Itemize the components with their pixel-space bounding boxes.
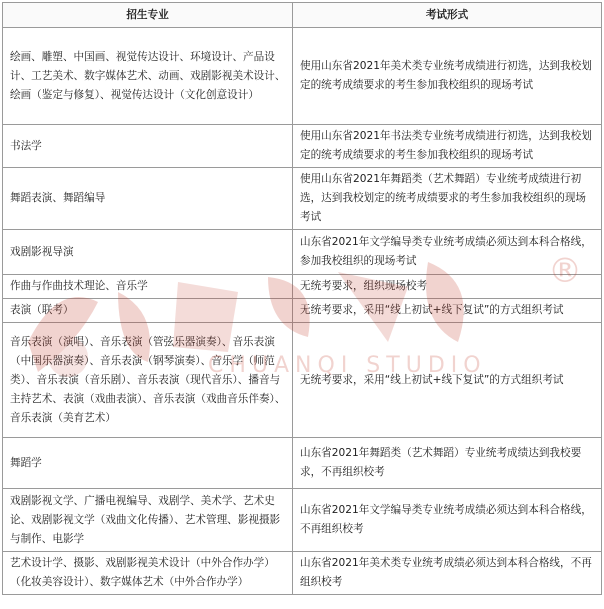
exam-cell: 使用山东省2021年舞蹈类（艺术舞蹈）专业统考成绩进行初选，达到我校划定的统考成绩要求的考生参加我校组织的现场考试 bbox=[293, 168, 602, 230]
exam-cell: 山东省2021年舞蹈类（艺术舞蹈）专业统考成绩达到我校要求，不再组织校考 bbox=[293, 438, 602, 489]
table-row bbox=[3, 230, 602, 275]
major-cell: 书法学 bbox=[3, 125, 293, 168]
table-row bbox=[3, 489, 602, 552]
exam-cell: 山东省2021年美术类专业统考成绩必须达到本科合格线，不再组织校考 bbox=[293, 552, 602, 595]
table-header-row bbox=[3, 3, 602, 28]
watermark-latin-text: CHUANQI STUDIO bbox=[208, 353, 487, 378]
exam-cell: 山东省2021年文学编导类专业统考成绩必须达到本科合格线，参加我校组织的现场考试 bbox=[293, 230, 602, 275]
table-row bbox=[3, 299, 602, 323]
major-cell: 戏剧影视导演 bbox=[3, 230, 293, 275]
major-cell: 音乐表演（演唱）、音乐表演（管弦乐器演奏）、音乐表演（中国乐器演奏）、音乐表演（钢琴演奏）、音乐学（师范类）、音乐表演（音乐剧）、音乐表演（现代音乐）、播音与主持艺术、表演（戏曲表演）、音乐表演（戏曲音乐伴奏）、音乐表演（美育艺术） bbox=[3, 323, 293, 438]
table-row bbox=[3, 438, 602, 489]
major-cell: 艺术设计学、摄影、戏剧影视美术设计（中外合作办学）（化妆美容设计）、数字媒体艺术（中外合作办学） bbox=[3, 552, 293, 595]
major-cell: 绘画、雕塑、中国画、视觉传达设计、环境设计、产品设计、工艺美术、数字媒体艺术、动画、戏剧影视美术设计、绘画（鉴定与修复）、视觉传达设计（文化创意设计） bbox=[3, 28, 293, 125]
exam-cell: 无统考要求，采用“线上初试+线下复试”的方式组织考试 bbox=[293, 299, 602, 323]
major-cell: 作曲与作曲技术理论、音乐学 bbox=[3, 275, 293, 299]
exam-cell: 无统考要求，组织现场校考 bbox=[293, 275, 602, 299]
exam-cell: 无统考要求，采用“线上初试+线下复试”的方式组织考试 bbox=[293, 323, 602, 438]
exam-cell: 山东省2021年文学编导类专业统考成绩必须达到本科合格线，不再组织校考 bbox=[293, 489, 602, 552]
table-row bbox=[3, 552, 602, 595]
exam-cell: 使用山东省2021年书法类专业统考成绩进行初选，达到我校划定的统考成绩要求的考生参加我校组织的现场考试 bbox=[293, 125, 602, 168]
major-cell: 戏剧影视文学、广播电视编导、戏剧学、美术学、艺术史论、戏剧影视文学（戏曲文化传播）、艺术管理、影视摄影与制作、电影学 bbox=[3, 489, 293, 552]
header-major: 招生专业 bbox=[3, 3, 293, 28]
exam-cell: 使用山东省2021年美术类专业统考成绩进行初选，达到我校划定的统考成绩要求的考生参加我校组织的现场考试 bbox=[293, 28, 602, 125]
major-cell: 舞蹈学 bbox=[3, 438, 293, 489]
table-row bbox=[3, 323, 602, 438]
major-cell: 舞蹈表演、舞蹈编导 bbox=[3, 168, 293, 230]
header-exam-format: 考试形式 bbox=[293, 3, 602, 28]
table-row bbox=[3, 125, 602, 168]
table-row bbox=[3, 275, 602, 299]
admissions-table bbox=[2, 2, 602, 595]
major-cell: 表演（联考） bbox=[3, 299, 293, 323]
table-row bbox=[3, 28, 602, 125]
table-row bbox=[3, 168, 602, 230]
registered-mark-icon: ® bbox=[548, 251, 582, 291]
